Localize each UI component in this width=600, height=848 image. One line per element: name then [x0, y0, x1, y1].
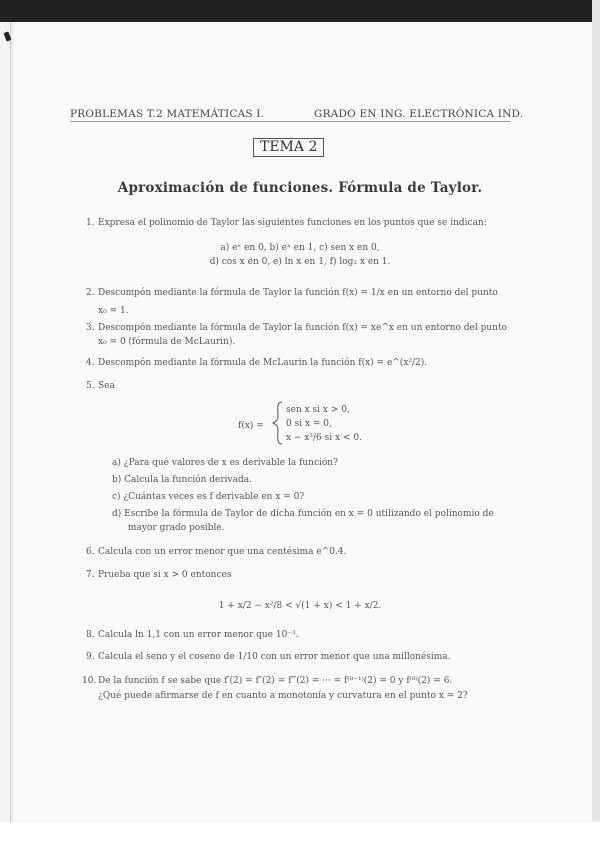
problem-8-text: Calcula ln 1,1 con un error menor que 10⁻³. — [98, 630, 299, 640]
header-left: PROBLEMAS T.2 MATEMÁTICAS I. — [70, 108, 265, 120]
problem-6-text: Calcula con un error menor que una centésima e^0.4. — [98, 547, 347, 557]
problem-7-formula: 1 + x/2 − x²/8 < √(1 + x) < 1 + x/2. — [218, 601, 382, 611]
piecewise-case-2: 0 si x = 0, — [286, 419, 332, 429]
problem-10-text-2: ¿Qué puede afirmarse de f en cuanto a monotonía y curvatura en el punto x = 2? — [98, 691, 468, 701]
problem-5-text: Sea — [98, 381, 115, 391]
piecewise-case-3: x − x³/6 si x < 0. — [286, 433, 362, 443]
problem-8-number: 8. — [86, 630, 95, 640]
problem-5-number: 5. — [86, 381, 95, 391]
problem-3-number: 3. — [86, 323, 95, 333]
problem-9-text: Calcula el seno y el coseno de 1/10 con un error menor que una millonésima. — [98, 652, 451, 662]
problem-10-text: De la función f se sabe que f′(2) = f″(2) = f‴(2) = ··· = f⁽⁸⁻¹⁾(2) = 0 y f⁽⁸⁾(2) = 6. — [98, 676, 453, 686]
problem-1-number: 1. — [86, 218, 95, 228]
problem-5-b: b) Calcula la función derivada. — [112, 475, 252, 485]
problem-5-d-2: mayor grado posible. — [128, 523, 225, 533]
scan-bottom-edge — [0, 822, 600, 848]
problem-2-text: Descompón mediante la fórmula de Taylor la función f(x) = 1/x en un entorno del punto — [98, 288, 498, 298]
tema-box: TEMA 2 — [253, 138, 324, 157]
page-title: Aproximación de funciones. Fórmula de Taylor. — [117, 180, 483, 196]
problem-1-text: Expresa el polinomio de Taylor las siguientes funciones en los puntos que se indican: — [98, 218, 487, 228]
problem-5-c: c) ¿Cuántas veces es f derivable en x = 0? — [112, 492, 305, 502]
scan-top-edge — [0, 0, 600, 22]
problem-3-text: Descompón mediante la fórmula de Taylor la función f(x) = xe^x en un entorno del punto — [98, 323, 507, 333]
problem-1-row2: d) cos x en 0, e) ln x en 1, f) log₂ x en 1. — [209, 257, 391, 267]
problem-2-number: 2. — [86, 288, 95, 298]
problem-3-text-2: x₀ = 0 (fórmula de McLaurin). — [98, 337, 236, 347]
piecewise-case-1: sen x si x > 0, — [286, 405, 350, 415]
problem-10-number: 10. — [82, 676, 97, 686]
problem-7-number: 7. — [86, 570, 95, 580]
problem-2-text-2: x₀ = 1. — [98, 306, 129, 316]
problem-4-text: Descompón mediante la fórmula de McLaurin la función f(x) = e^(x²/2). — [98, 358, 428, 368]
problem-5-a: a) ¿Para qué valores de x es derivable la función? — [112, 458, 338, 468]
header-rule — [70, 121, 510, 122]
left-brace-icon — [272, 400, 284, 446]
problem-5-d: d) Escribe la fórmula de Taylor de dicha función en x = 0 utilizando el polinomio de — [112, 509, 494, 519]
problem-1-row1: a) eˣ en 0, b) eˣ en 1, c) sen x en 0, — [220, 243, 380, 253]
problem-9-number: 9. — [86, 652, 95, 662]
problem-7-text: Prueba que si x > 0 entonces — [98, 570, 232, 580]
header-right: GRADO EN ING. ELECTRÓNICA IND. — [314, 108, 524, 120]
scan-right-edge — [592, 0, 600, 848]
problem-6-number: 6. — [86, 547, 95, 557]
piecewise-lhs: f(x) = — [238, 421, 264, 431]
problem-4-number: 4. — [86, 358, 95, 368]
